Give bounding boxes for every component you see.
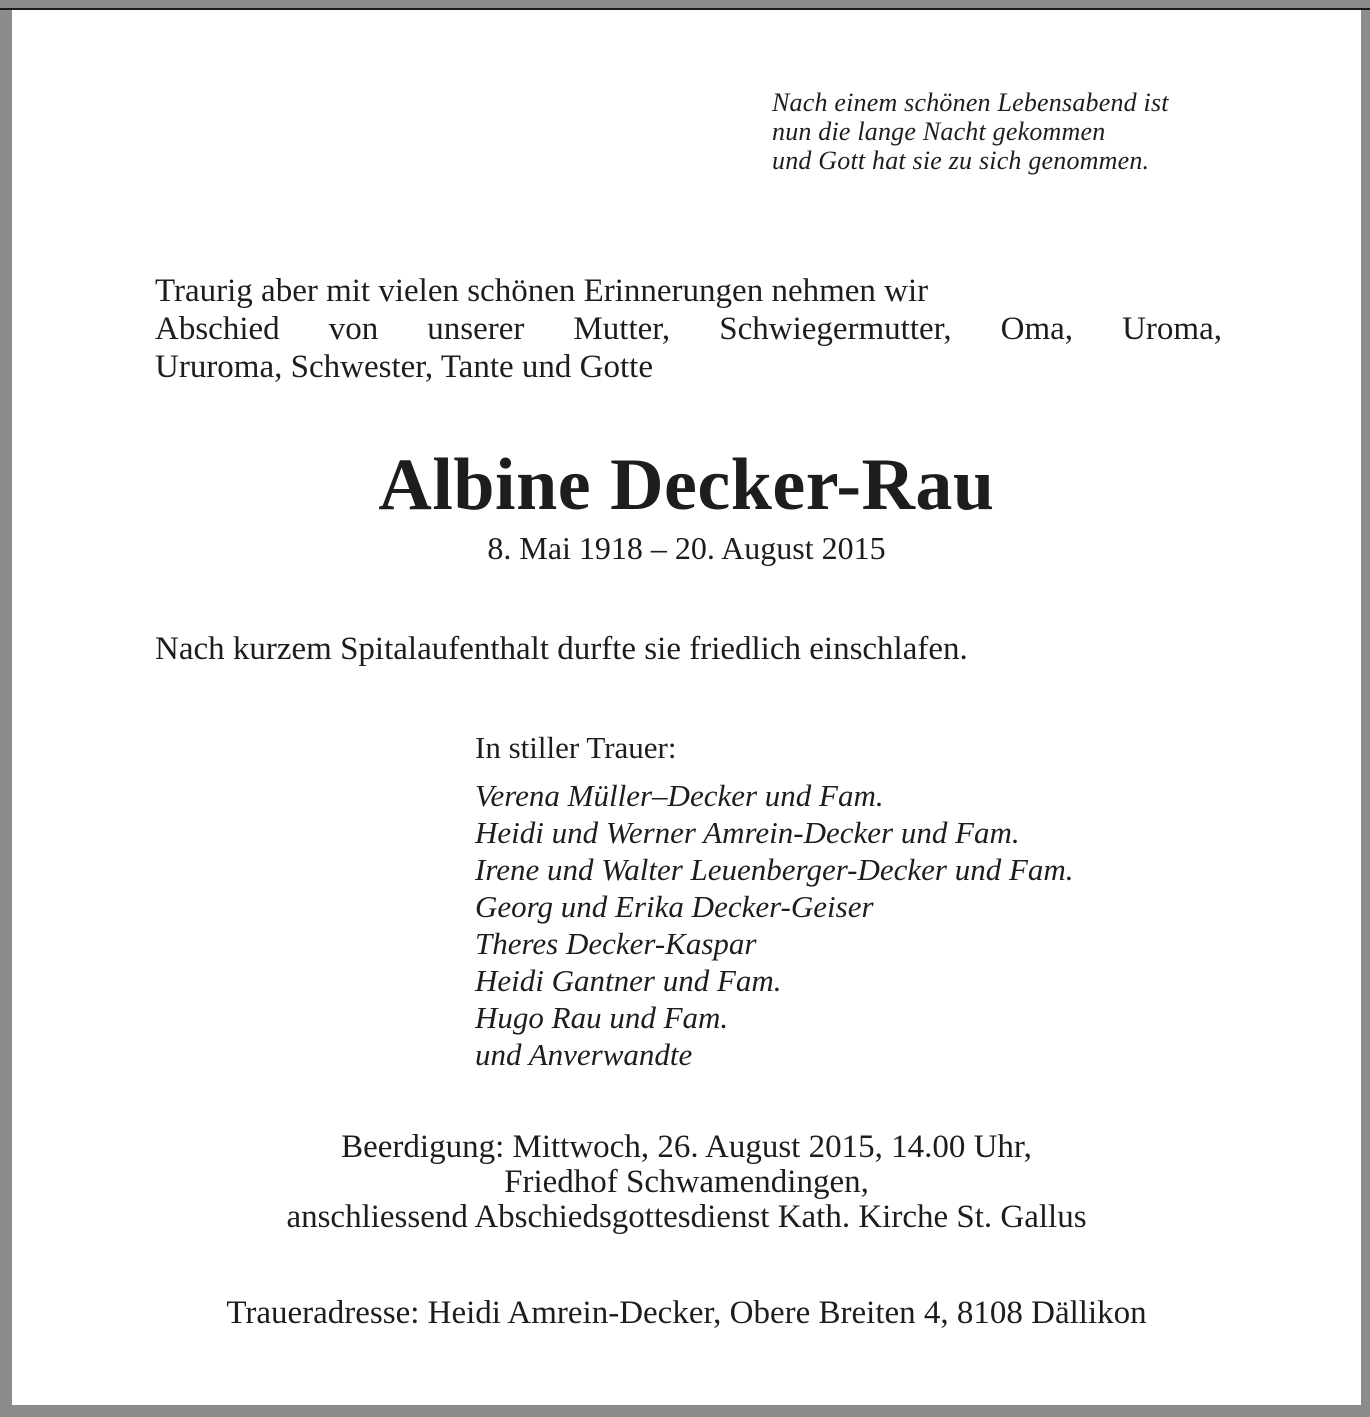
intro-line: Abschied von unserer Mutter, Schwiegermutter, Oma, Uroma, — [155, 311, 1222, 347]
intro-paragraph — [155, 272, 1222, 386]
mourner: Irene und Walter Leuenberger-Decker und Fam. — [475, 852, 1074, 887]
epigraph-line: Nach einem schönen Lebensabend ist — [772, 88, 1169, 117]
funeral-line: anschliessend Abschiedsgottesdienst Kath. Kirche St. Gallus — [286, 1199, 1087, 1235]
mourning-heading: In stiller Trauer: — [475, 730, 677, 765]
deceased-name: Albine Decker-Rau — [378, 444, 995, 526]
mourner: Heidi und Werner Amrein-Decker und Fam. — [475, 815, 1020, 850]
intro-line: Ururoma, Schwester, Tante und Gotte — [155, 349, 653, 385]
mourner: Georg und Erika Decker-Geiser — [475, 889, 874, 924]
obituary-card — [12, 10, 1361, 1405]
mourning-section — [475, 732, 1275, 1073]
condolence-address: Traueradresse: Heidi Amrein-Decker, Obere Breiten 4, 8108 Dällikon — [226, 1295, 1147, 1331]
epigraph-line: und Gott hat sie zu sich genommen. — [772, 146, 1150, 175]
epigraph — [772, 88, 1169, 175]
life-dates: 8. Mai 1918 – 20. August 2015 — [487, 530, 886, 566]
mourner: und Anverwandte — [475, 1037, 693, 1072]
epigraph-line: nun die lange Nacht gekommen — [772, 117, 1106, 146]
funeral-line: Beerdigung: Mittwoch, 26. August 2015, 14.00 Uhr, — [341, 1129, 1032, 1165]
mourner: Heidi Gantner und Fam. — [475, 963, 782, 998]
funeral-details — [12, 1130, 1361, 1235]
funeral-line: Friedhof Schwamendingen, — [504, 1164, 869, 1200]
mourner: Hugo Rau und Fam. — [475, 1000, 729, 1035]
passing-note: Nach kurzem Spitalaufenthalt durfte sie friedlich einschlafen. — [155, 631, 968, 667]
mourner: Verena Müller–Decker und Fam. — [475, 778, 884, 813]
intro-line: Traurig aber mit vielen schönen Erinnerungen nehmen wir — [155, 273, 929, 309]
mourner: Theres Decker-Kaspar — [475, 926, 757, 961]
